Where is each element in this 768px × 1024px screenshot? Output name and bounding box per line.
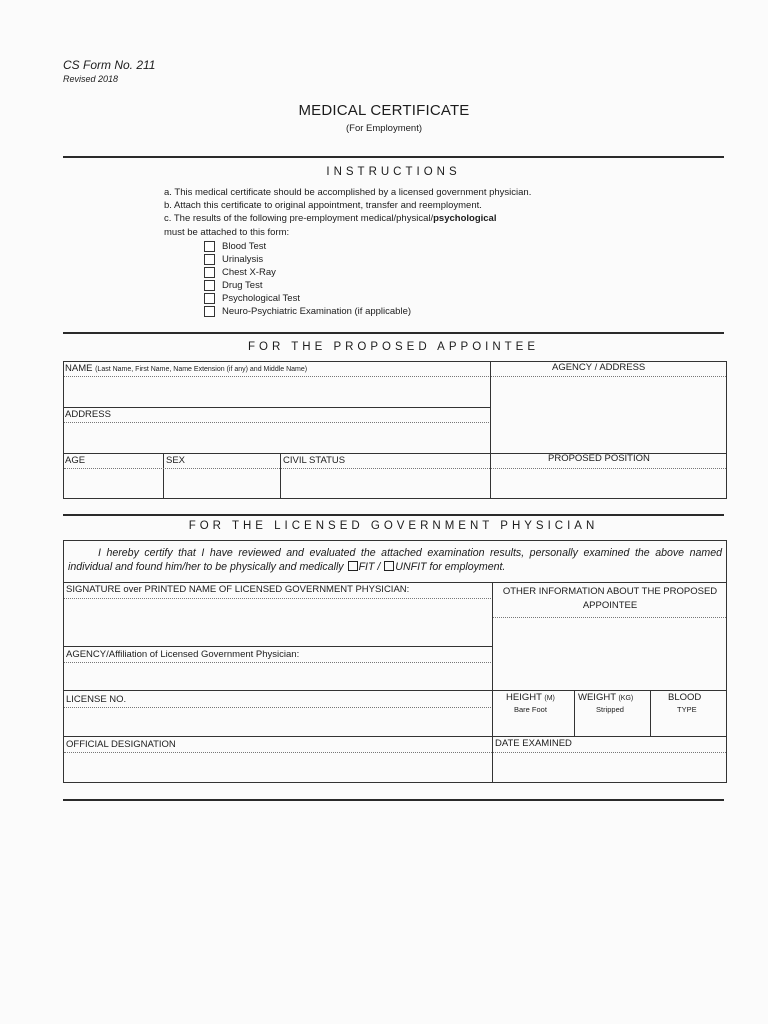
table-divider bbox=[63, 407, 490, 408]
divider-top bbox=[63, 156, 724, 158]
appointee-heading: FOR THE PROPOSED APPOINTEE bbox=[247, 341, 540, 353]
address-label: ADDRESS bbox=[65, 409, 111, 420]
height-label-text: HEIGHT bbox=[506, 692, 542, 703]
checklist-label: Blood Test bbox=[222, 241, 267, 252]
weight-unit: (KG) bbox=[618, 695, 634, 702]
instruction-b: b. Attach this certificate to original appointment, transfer and reemployment. bbox=[164, 200, 482, 211]
fit-checkbox[interactable] bbox=[348, 561, 358, 571]
checklist-label: Urinalysis bbox=[222, 254, 264, 265]
checklist-label: Neuro-Psychiatric Examination (if applicable) bbox=[222, 306, 412, 317]
checklist-label: Psychological Test bbox=[222, 293, 300, 304]
unfit-checkbox[interactable] bbox=[384, 561, 394, 571]
checkbox[interactable] bbox=[204, 254, 215, 265]
license-label: LICENSE NO. bbox=[66, 694, 127, 705]
civil-status-label: CIVIL STATUS bbox=[283, 455, 346, 466]
weight-label bbox=[578, 692, 633, 703]
dotted-line bbox=[64, 752, 726, 753]
table-divider bbox=[63, 646, 492, 647]
physician-heading: FOR THE LICENSED GOVERNMENT PHYSICIAN bbox=[188, 520, 599, 532]
page-title: MEDICAL CERTIFICATE bbox=[298, 102, 470, 119]
height-unit: (M) bbox=[544, 695, 555, 702]
name-label bbox=[65, 363, 307, 374]
checklist-item[interactable] bbox=[204, 267, 276, 278]
checklist-item[interactable] bbox=[204, 293, 300, 304]
dotted-line bbox=[64, 422, 489, 423]
checklist-item[interactable] bbox=[204, 306, 411, 317]
agency-address-label: AGENCY / ADDRESS bbox=[552, 362, 646, 373]
instruction-c-line2: must be attached to this form: bbox=[164, 227, 290, 238]
revision-note: Revised 2018 bbox=[63, 74, 119, 84]
instruction-c-bold: psychological bbox=[433, 213, 497, 224]
dotted-line bbox=[64, 707, 491, 708]
certification-text bbox=[68, 546, 722, 574]
sex-label: SEX bbox=[166, 455, 186, 466]
dotted-line bbox=[491, 376, 726, 377]
checkbox[interactable] bbox=[204, 293, 215, 304]
divider-appointee bbox=[63, 332, 724, 334]
physician-agency-label: AGENCY/Affiliation of Licensed Government Physician: bbox=[66, 649, 300, 660]
form-number: CS Form No. 211 bbox=[63, 58, 156, 72]
weight-label-text: WEIGHT bbox=[578, 692, 616, 703]
checkbox[interactable] bbox=[204, 306, 215, 317]
weight-note: Stripped bbox=[596, 705, 624, 714]
other-info-label: OTHER INFORMATION ABOUT THE PROPOSED APPOINTEE bbox=[502, 586, 718, 611]
dotted-line bbox=[64, 468, 726, 469]
dotted-line bbox=[64, 662, 491, 663]
checkbox[interactable] bbox=[204, 241, 215, 252]
table-divider bbox=[280, 453, 281, 499]
dotted-line bbox=[64, 376, 489, 377]
checklist-item[interactable] bbox=[204, 254, 263, 265]
checkbox[interactable] bbox=[204, 280, 215, 291]
divider-bottom bbox=[63, 799, 724, 801]
checklist-label: Drug Test bbox=[222, 280, 263, 291]
checklist-item[interactable] bbox=[204, 241, 266, 252]
table-divider bbox=[163, 453, 164, 499]
table-divider bbox=[63, 736, 727, 737]
table-divider bbox=[63, 582, 727, 583]
instruction-c-text: c. The results of the following pre-employment medical/physical/ bbox=[164, 213, 434, 224]
name-label-text: NAME bbox=[65, 363, 93, 374]
dotted-line bbox=[64, 598, 491, 599]
instructions-heading: INSTRUCTIONS bbox=[326, 166, 461, 178]
divider-physician bbox=[63, 514, 724, 516]
date-examined-label: DATE EXAMINED bbox=[495, 738, 572, 749]
age-label: AGE bbox=[65, 455, 86, 466]
height-note: Bare Foot bbox=[514, 705, 547, 714]
page-subtitle: (For Employment) bbox=[345, 123, 422, 134]
checklist-label: Chest X-Ray bbox=[222, 267, 276, 278]
table-divider bbox=[63, 690, 727, 691]
unfit-label: UNFIT for employment. bbox=[395, 561, 506, 573]
blood-label: BLOOD bbox=[668, 692, 702, 703]
signature-label: SIGNATURE over PRINTED NAME OF LICENSED GOVERNMENT PHYSICIAN: bbox=[66, 584, 410, 595]
instruction-c bbox=[164, 213, 496, 224]
table-divider bbox=[650, 690, 651, 736]
blood-note: TYPE bbox=[677, 705, 697, 714]
name-hint: (Last Name, First Name, Name Extension (if any) and Middle Name) bbox=[95, 366, 308, 373]
certification-body: I hereby certify that I have reviewed and evaluated the attached examination results, personally examined the above named individual and found him/her to be physically and medically bbox=[68, 547, 722, 573]
height-label bbox=[506, 692, 555, 703]
table-divider bbox=[574, 690, 575, 736]
dotted-line bbox=[493, 617, 726, 618]
fit-label: FIT / bbox=[358, 561, 381, 573]
proposed-position-label: PROPOSED POSITION bbox=[548, 453, 650, 464]
instruction-a: a. This medical certificate should be accomplished by a licensed government physician. bbox=[164, 187, 532, 198]
table-divider bbox=[490, 361, 491, 499]
checkbox[interactable] bbox=[204, 267, 215, 278]
official-designation-label: OFFICIAL DESIGNATION bbox=[66, 739, 176, 750]
checklist-item[interactable] bbox=[204, 280, 262, 291]
